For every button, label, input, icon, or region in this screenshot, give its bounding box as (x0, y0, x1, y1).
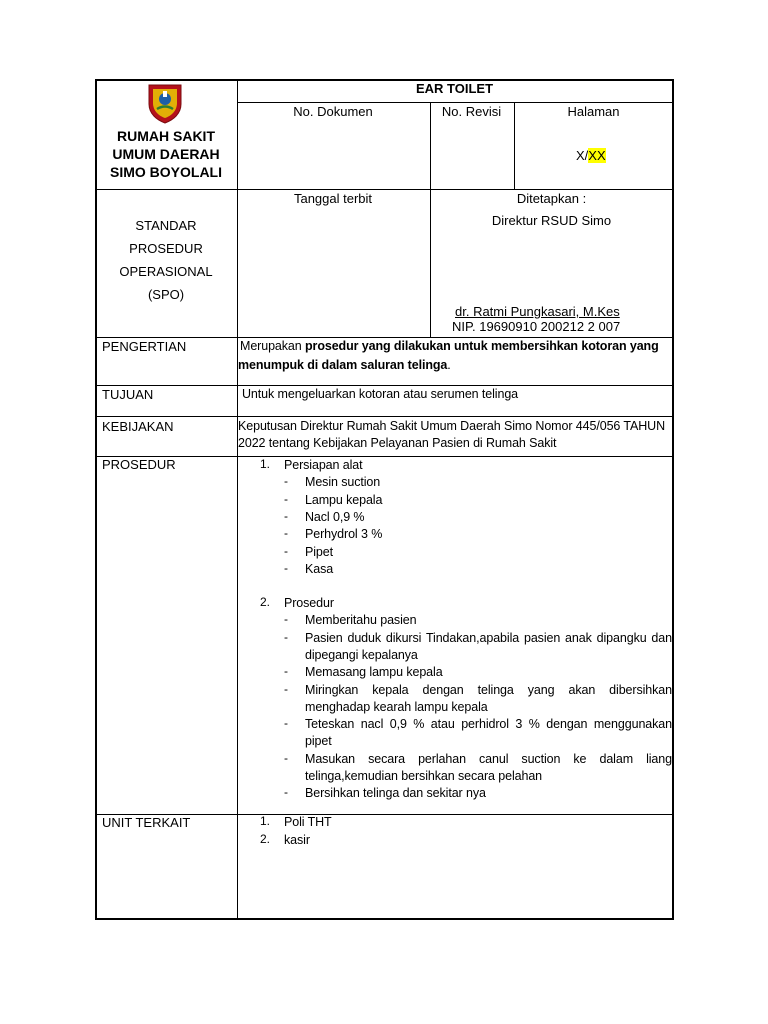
spo-line-4: (SPO) (147, 287, 185, 302)
pengertian-bold-2: menumpuk di dalam saluran telinga (238, 358, 448, 372)
no-revisi-label: No. Revisi (441, 104, 502, 119)
prosedur-item-line: Memasang lampu kepala (305, 665, 443, 680)
unit-terkait-label: UNIT TERKAIT (102, 815, 191, 830)
prosedur-bullet: - (284, 681, 288, 696)
tujuan-label: TUJUAN (102, 387, 154, 402)
kebijakan-label: KEBIJAKAN (102, 419, 174, 434)
prosedur-bullet: - (284, 508, 288, 523)
halaman-label: Halaman (567, 104, 620, 119)
spo-line-3: OPERASIONAL (119, 264, 213, 279)
prosedur-bullet: - (284, 560, 288, 575)
hospital-name-line-1: RUMAH SAKIT (117, 128, 215, 144)
prosedur-item-line: telinga,kemudian bersihkan secara pelahan (305, 769, 543, 783)
document-title: EAR TOILET (415, 81, 494, 96)
tanggal-terbit-label: Tanggal terbit (293, 191, 373, 206)
prosedur-bullet: - (284, 664, 288, 679)
prosedur-item-line: Lampu kepala (305, 492, 383, 507)
prosedur-group-number: 2. (260, 595, 271, 609)
unit-number: 2. (260, 831, 271, 846)
prosedur-bullet: - (284, 785, 288, 800)
tujuan-row-line (97, 416, 674, 417)
prosedur-item-line: dipegangi kepalanya (305, 647, 418, 662)
prosedur-bullet: - (284, 750, 288, 765)
pengertian-line-1 (240, 338, 659, 355)
prosedur-item-line: Miringkan kepala dengan telinga yang akan dibersihkan (305, 682, 672, 697)
ditetapkan-label: Ditetapkan : (516, 191, 587, 206)
prosedur-label: PROSEDUR (102, 457, 176, 472)
prosedur-bullet: - (284, 491, 288, 506)
prosedur-item-line: Teteskan nacl 0,9 % atau perhidrol 3 % dengan menggunakan (305, 717, 672, 732)
prosedur-bullet: - (284, 526, 288, 541)
prosedur-item-line: Nacl 0,9 % (305, 509, 365, 524)
halaman-value-highlight: XX (588, 148, 606, 163)
halaman-value-prefix: X/ (576, 148, 589, 163)
prosedur-bullet: - (284, 716, 288, 731)
halaman-value (576, 147, 606, 164)
unit-number: 1. (260, 814, 271, 828)
pengertian-prefix: Merupakan (240, 339, 302, 353)
unit-item: kasir (284, 832, 310, 847)
hospital-name-line-2: UMUM DAERAH (112, 146, 220, 162)
prosedur-item-line: Mesin suction (305, 475, 381, 490)
prosedur-item-line: Memberitahu pasien (305, 613, 417, 628)
pengertian-suffix: . (447, 358, 451, 372)
direktur-label: Direktur RSUD Simo (491, 213, 612, 228)
pengertian-line-2 (238, 357, 451, 374)
spo-line-2: PROSEDUR (129, 241, 203, 256)
signatory-nip: NIP. 19690910 200212 2 007 (452, 319, 621, 334)
prosedur-item-line: Masukan secara perlahan canul suction ke dalam liang (305, 751, 672, 766)
pengertian-bold-1: prosedur yang dilakukan untuk membersihkan kotoran yang (305, 339, 659, 353)
kebijakan-row-line (97, 456, 674, 457)
prosedur-item-line: Pipet (305, 544, 333, 559)
prosedur-item-line: Bersihkan telinga dan sekitar nya (305, 786, 486, 801)
signatory-name: dr. Ratmi Pungkasari, M.Kes (455, 304, 620, 319)
prosedur-group-number: 1. (260, 457, 271, 471)
tujuan-text: Untuk mengeluarkan kotoran atau serumen telinga (242, 387, 519, 401)
prosedur-item-line: Pasien duduk dikursi Tindakan,apabila pasien anak dipangku dan (305, 630, 672, 645)
prosedur-group-title: Persiapan alat (284, 458, 363, 472)
prosedur-item-line: Perhydrol 3 % (305, 527, 383, 542)
hospital-name-line-3: SIMO BOYOLALI (110, 164, 222, 180)
kebijakan-line-2: 2022 tentang Kebijakan Pelayanan Pasien di Rumah Sakit (238, 436, 557, 450)
no-dokumen-label: No. Dokumen (293, 104, 373, 119)
unit-item: Poli THT (284, 815, 332, 829)
prosedur-item-line: Kasa (305, 561, 334, 576)
kebijakan-line-1: Keputusan Direktur Rumah Sakit Umum Daerah Simo Nomor 445/056 TAHUN (238, 419, 666, 433)
prosedur-item-line: pipet (305, 734, 332, 749)
hospital-logo (146, 82, 184, 124)
prosedur-bullet: - (284, 474, 288, 489)
spo-line-1: STANDAR (135, 218, 197, 233)
prosedur-bullet: - (284, 629, 288, 644)
prosedur-group-title: Prosedur (284, 596, 334, 610)
pengertian-label: PENGERTIAN (102, 339, 187, 354)
prosedur-item-line: menghadap kearah lampu kepala (305, 699, 488, 714)
prosedur-bullet: - (284, 543, 288, 558)
prosedur-bullet: - (284, 612, 288, 627)
